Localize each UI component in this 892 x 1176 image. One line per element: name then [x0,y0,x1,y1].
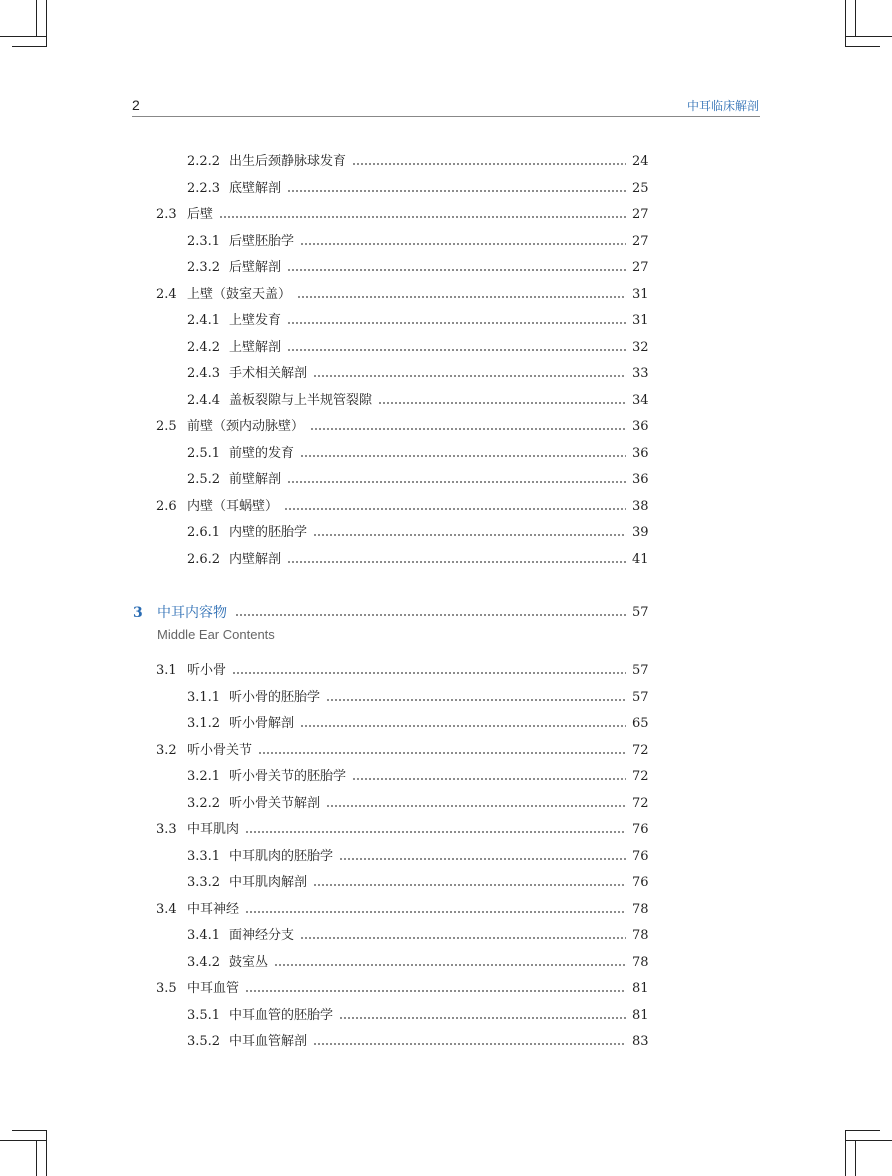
toc-entry[interactable] [0,844,892,870]
toc-entry-number: 2.4.1 [187,313,221,328]
toc-entry[interactable] [0,229,892,255]
leader-dots [274,964,626,966]
leader-dots [300,455,626,457]
toc-entry-title: 面神经分支 [229,923,300,949]
toc-entry-number: 2.6.2 [187,551,221,567]
toc-entry-page: 38 [632,498,649,514]
toc-entry-title: 上壁解剖 [229,335,287,361]
leader-dots [245,990,626,992]
toc-entry-number: 3.3.2 [187,875,221,890]
toc-entry-page: 25 [632,180,649,196]
toc-entry-title: 听小骨关节 [187,738,258,764]
toc-entry-title: 中耳血管的胚胎学 [229,1003,339,1029]
toc-entry[interactable] [0,817,892,843]
toc-entry-number: 3.5.1 [187,1007,221,1023]
toc-entry-number: 2.3.1 [187,233,221,249]
toc-entry-title: 中耳肌肉解剖 [229,870,313,896]
crop-mark-top-right-h [846,36,892,37]
toc-entry-title: 前壁解剖 [229,467,287,493]
crop-mark-bottom-left-h [0,1140,46,1141]
toc-entry-title: 前壁的发育 [229,441,300,467]
toc-entry-page: 81 [632,1007,649,1023]
toc-entry-number: 2.4.3 [187,366,221,381]
crop-mark-bottom-right-v [845,1130,846,1176]
toc-entry-number: 3.5 [156,981,177,996]
toc-entry[interactable] [0,335,892,361]
toc-entry-page: 39 [632,525,649,540]
crop-mark-bottom-left-h2 [12,1130,47,1131]
toc-entry-number: 2.3 [156,207,177,222]
toc-entry-number: 3.1.1 [187,689,221,705]
crop-mark-bottom-right-h [846,1140,892,1141]
leader-dots [219,216,626,218]
toc-entry-number: 3.4.2 [187,954,221,970]
toc-entry-page: 72 [632,742,649,758]
chapter-page-number: 57 [632,605,649,620]
toc-entry-title: 上壁发育 [229,308,287,334]
toc-entry[interactable] [0,441,892,467]
crop-mark-top-left-h [0,36,46,37]
crop-mark-bottom-left-v [46,1130,47,1176]
chapter-title: 中耳内容物 [157,605,227,621]
toc-entry[interactable] [0,308,892,334]
toc-entry-number: 3.4 [156,901,177,917]
toc-entry-title: 内壁（耳蜗壁） [187,494,284,520]
toc-entry-number: 2.2.2 [187,154,221,169]
toc-chapter-entry[interactable] [0,600,892,630]
toc-entry[interactable] [0,764,892,790]
toc-entry-title: 盖板裂隙与上半规管裂隙 [229,388,378,414]
toc-entry-title: 中耳肌肉 [187,817,245,843]
leader-dots [326,805,626,807]
running-header-title: 中耳临床解剖 [686,99,759,113]
crop-mark-top-left-v2 [36,0,37,36]
toc-entry[interactable] [0,923,892,949]
leader-dots [313,534,626,536]
leader-dots [300,725,626,727]
toc-entry[interactable] [0,685,892,711]
toc-entry-page: 36 [632,419,649,434]
toc-entry-page: 83 [632,1034,649,1049]
crop-mark-bottom-left-v2 [36,1140,37,1176]
toc-entry-title: 中耳血管 [187,976,245,1002]
toc-entry-number: 2.4 [156,286,177,302]
leader-dots [300,243,626,245]
toc-entry[interactable] [0,467,892,493]
crop-mark-top-right-v [845,0,846,46]
leader-dots [245,911,626,913]
crop-mark-top-right-h2 [845,46,880,47]
toc-entry[interactable] [0,711,892,737]
toc-entry-number: 2.4.2 [187,339,221,355]
toc-entry-number: 2.5.1 [187,445,221,461]
chapter-number: 3 [133,605,143,621]
toc-entry-title: 出生后颈静脉球发育 [229,149,352,175]
crop-mark-top-left-v [46,0,47,46]
toc-entry[interactable] [0,547,892,573]
leader-dots [287,349,626,351]
toc-entry-page: 76 [632,822,649,837]
toc-entry[interactable] [0,870,892,896]
toc-entry[interactable] [0,658,892,684]
toc-entry-page: 78 [632,954,649,970]
toc-entry-title: 听小骨关节的胚胎学 [229,764,352,790]
toc-entry-number: 3.2.2 [187,795,221,811]
leader-dots [339,1017,626,1019]
toc-entry-number: 3.2.1 [187,769,221,784]
toc-entry-title: 内壁解剖 [229,547,287,573]
crop-mark-top-left-h2 [12,46,47,47]
leader-dots [232,672,626,674]
toc-entry-page: 34 [632,392,649,408]
toc-entry-number: 2.2.3 [187,180,221,196]
toc-entry-page: 31 [632,313,649,328]
header-rule [132,116,760,117]
toc-entry-number: 3.2 [156,742,177,758]
toc-entry-title: 鼓室丛 [229,950,274,976]
crop-mark-bottom-right-v2 [855,1140,856,1176]
toc-entry-title: 听小骨解剖 [229,711,300,737]
leader-dots [313,375,626,377]
toc-entry[interactable] [0,176,892,202]
leader-dots [300,937,626,939]
toc-entry-page: 72 [632,795,649,811]
toc-entry-page: 57 [632,689,649,705]
toc-entry[interactable] [0,738,892,764]
toc-entry-title: 内壁的胚胎学 [229,520,313,546]
toc-entry-page: 81 [632,981,649,996]
toc-entry[interactable] [0,1003,892,1029]
leader-dots [326,699,626,701]
toc-entry-title: 后壁解剖 [229,255,287,281]
toc-entry-page: 27 [632,260,649,275]
leader-dots [258,752,626,754]
leader-dots [245,831,626,833]
leader-dots [287,561,626,563]
toc-entry-title: 中耳肌肉的胚胎学 [229,844,339,870]
toc-entry-title: 中耳神经 [187,897,245,923]
chapter-subtitle: Middle Ear Contents [157,627,275,642]
toc-entry-page: 78 [632,901,649,917]
toc-entry[interactable] [0,202,892,228]
toc-entry-page: 76 [632,848,649,864]
leader-dots [284,508,626,510]
toc-entry-number: 2.5.2 [187,472,221,487]
toc-entry-title: 上壁（鼓室天盖） [187,282,297,308]
leader-dots [378,402,626,404]
leader-dots [352,163,626,165]
toc-entry[interactable] [0,361,892,387]
leader-dots [297,296,626,298]
leader-dots [352,778,626,780]
toc-entry-page: 27 [632,207,649,222]
toc-entry-page: 24 [632,154,649,169]
toc-entry-title: 听小骨 [187,658,232,684]
toc-entry-page: 78 [632,928,649,943]
toc-entry-page: 41 [632,551,649,567]
toc-entry-title: 中耳血管解剖 [229,1029,313,1055]
toc-entry-number: 3.1.2 [187,716,221,731]
toc-entry-title: 前壁（颈内动脉壁） [187,414,310,440]
crop-mark-bottom-right-h2 [845,1130,880,1131]
toc-entry-title: 听小骨的胚胎学 [229,685,326,711]
toc-entry-page: 76 [632,875,649,890]
toc-entry-page: 31 [632,286,649,302]
toc-entry-title: 听小骨关节解剖 [229,791,326,817]
toc-entry-page: 57 [632,663,649,678]
leader-dots [287,190,626,192]
leader-dots [313,1043,626,1045]
toc-entry[interactable] [0,520,892,546]
leader-dots [287,322,626,324]
toc-entry-title: 底壁解剖 [229,176,287,202]
crop-mark-top-right-v2 [855,0,856,36]
toc-entry-page: 36 [632,472,649,487]
leader-dots [287,269,626,271]
toc-entry-number: 3.4.1 [187,928,221,943]
toc-entry-number: 3.3 [156,822,177,837]
toc-entry-page: 36 [632,445,649,461]
toc-entry-page: 27 [632,233,649,249]
toc-entry[interactable] [0,255,892,281]
toc-entry-number: 3.1 [156,663,177,678]
leader-dots [287,481,626,483]
toc-entry-number: 3.3.1 [187,848,221,864]
toc-entry[interactable] [0,791,892,817]
toc-entry[interactable] [0,897,892,923]
toc-entry-title: 后壁胚胎学 [229,229,300,255]
toc-entry[interactable] [0,414,892,440]
toc-entry[interactable] [0,282,892,308]
toc-entry[interactable] [0,976,892,1002]
toc-entry[interactable] [0,494,892,520]
toc-entry-page: 32 [632,339,649,355]
toc-entry-number: 3.5.2 [187,1034,221,1049]
toc-entry-number: 2.6 [156,498,177,514]
leader-dots [310,428,626,430]
toc-entry-page: 65 [632,716,649,731]
leader-dots [235,614,626,616]
toc-entry-page: 72 [632,769,649,784]
leader-dots [339,858,626,860]
toc-entry[interactable] [0,950,892,976]
toc-entry-title: 后壁 [187,202,219,228]
toc-entry-number: 2.3.2 [187,260,221,275]
toc-entry-number: 2.4.4 [187,392,221,408]
toc-entry[interactable] [0,1029,892,1055]
page-number: 2 [132,97,140,113]
toc-entry-title: 手术相关解剖 [229,361,313,387]
leader-dots [313,884,626,886]
toc-entry-page: 33 [632,366,649,381]
toc-entry[interactable] [0,149,892,175]
toc-entry-number: 2.5 [156,419,177,434]
toc-entry[interactable] [0,388,892,414]
toc-entry-number: 2.6.1 [187,525,221,540]
